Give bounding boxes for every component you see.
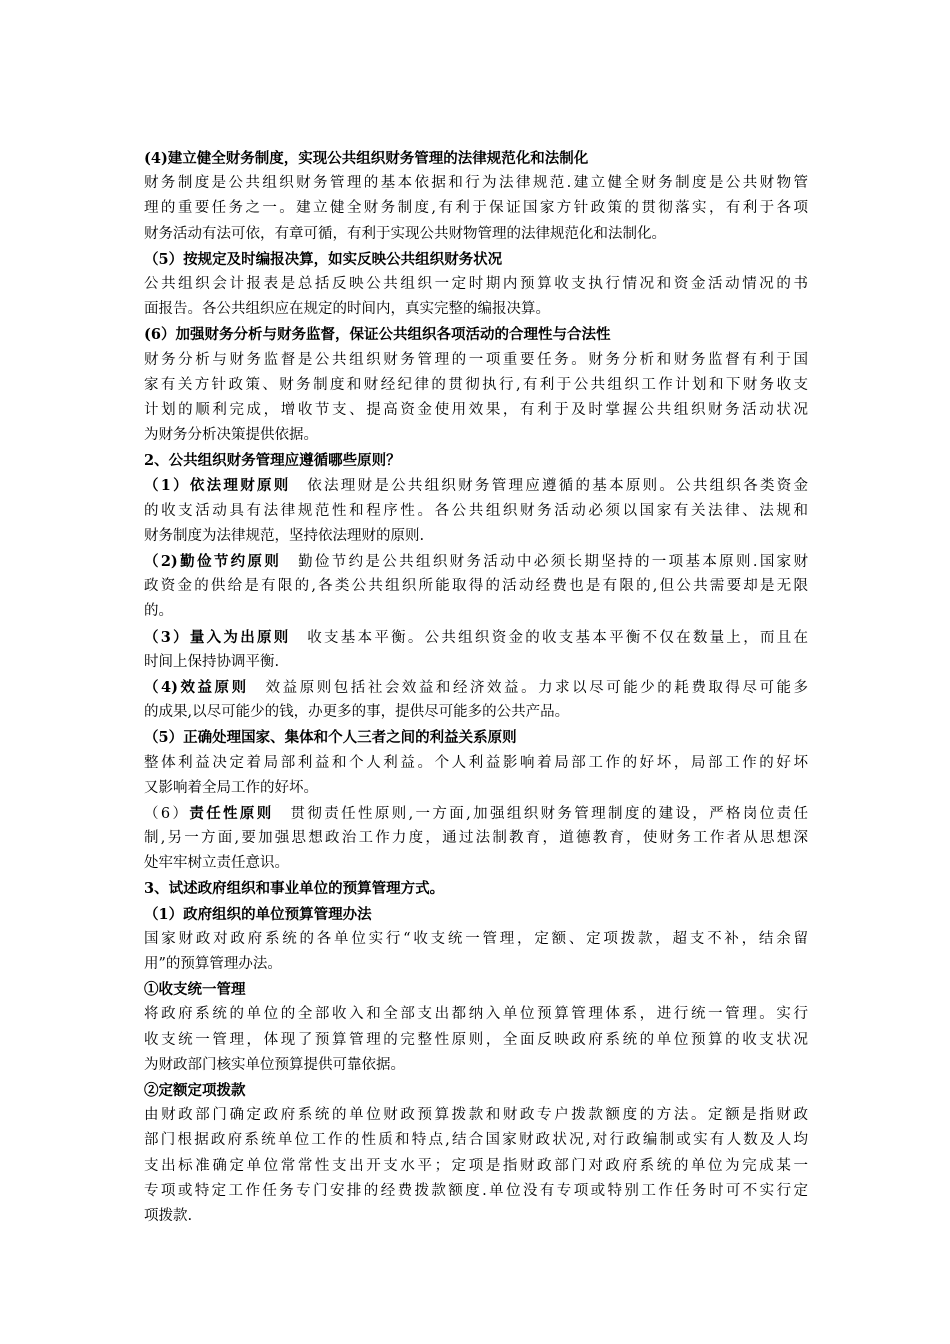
text-line [144,1078,808,1103]
text-line [144,952,808,977]
heading-text: （5）按规定及时编报决算，如实反映公共组织财务状况 [144,250,503,268]
text-line [144,650,808,675]
body-text: 制,另一方面,要加强思想政治工作力度，通过法制教育，道德教育，使财务工作者从思想深 [144,830,808,847]
text-line [144,1028,808,1053]
body-text: 财务制度为法律规范，坚持依法理财的原则. [144,527,425,544]
body-text: 效益原则包括社会效益和经济效益。力求以尽可能少的耗费取得尽可能多 [248,679,809,696]
body-text: 将政府系统的单位的全部收入和全部支出都纳入单位预算管理体系，进行统一管理。实行 [144,1006,808,1023]
text-line [144,826,808,851]
text-line [144,1053,808,1078]
text-line [144,675,808,700]
body-text: 部门根据政府系统单位工作的性质和特点,结合国家财政状况,对行政编制或实有人数及人均 [144,1132,808,1149]
body-text: 处牢牢树立责任意识。 [144,855,289,872]
body-text: 为财务分析决策提供依据。 [144,427,318,444]
text-line [144,473,808,498]
text-line [144,549,808,574]
text-line [144,977,808,1002]
body-text: 国家财政对政府系统的各单位实行“收支统一管理，定额、定项拨款，超支不补，结余留 [144,930,808,947]
text-line [144,499,808,524]
body-text: 贯彻责任性原则,一方面,加强组织财务管理制度的建设，严格岗位责任 [273,805,809,822]
text-line [144,700,808,725]
heading-text: 责任性原则 [189,804,274,822]
body-text: 为财政部门核实单位预算提供可靠依据。 [144,1056,405,1073]
text-line [144,322,808,347]
body-text: 依法理财是公共组织财务管理应遵循的基本原则。公共组织各类资金 [290,478,809,495]
text-line [144,927,808,952]
body-text: 收支基本平衡。公共组织资金的收支基本平衡不仅在数量上，而且在 [290,629,809,646]
heading-text: （1）政府组织的单位预算管理办法 [144,905,372,923]
heading-text: 3、试述政府组织和事业单位的预算管理方式。 [144,880,445,898]
body-text: 项拨款. [144,1207,193,1224]
text-line [144,448,808,473]
text-line [144,902,808,927]
body-text: 财务活动有法可依，有章可循，有利于实现公共财物管理的法律规范化和法制化。 [144,225,666,242]
body-text: 由财政部门确定政府系统的单位财政预算拨款和财政专户拨款额度的方法。定额是指财政 [144,1107,808,1124]
heading-text: (4)建立健全财务制度，实现公共组织财务管理的法律规范化和法制化 [144,150,589,167]
text-line [144,272,808,297]
text-line [144,599,808,624]
text-line [144,171,808,196]
text-line [144,222,808,247]
body-text: 面报告。各公共组织应在规定的时间内，真实完整的编报决算。 [144,301,550,318]
body-text: 财务制度是公共组织财务管理的基本依据和行为法律规范.建立健全财务制度是公共财物管 [144,175,808,192]
body-text: 计划的顺利完成，增收节支、提高资金使用效果，有利于及时掌握公共组织财务活动状况 [144,401,808,418]
heading-text: ②定额定项拨款 [144,1081,246,1099]
body-text: 理的重要任务之一。建立健全财务制度,有利于保证国家方针政策的贯彻落实，有利于各项 [144,200,808,217]
text-line [144,725,808,750]
heading-text: 2、公共组织财务管理应遵循哪些原则？ [144,452,401,470]
text-line [144,297,808,322]
text-line [144,398,808,423]
heading-text: （5）正确处理国家、集体和个人三者之间的利益关系原则 [144,729,517,747]
document-page [144,146,808,1229]
text-line [144,776,808,801]
text-line [144,373,808,398]
text-line [144,423,808,448]
body-text: 又影响着全局工作的好坏。 [144,779,318,796]
text-line [144,1179,808,1204]
body-text: 支出标准确定单位常常性支出开支水平；定项是指财政部门对政府系统的单位为完成某一 [144,1157,808,1174]
body-text: 的成果,以尽可能少的钱，办更多的事，提供尽可能多的公共产品。 [144,704,570,721]
text-line [144,247,808,272]
text-line [144,348,808,373]
body-text: 公共组织会计报表是总括反映公共组织一定时期内预算收支执行情况和资金活动情况的书 [144,275,808,292]
heading-text: （3）量入为出原则 [144,628,291,646]
text-line [144,574,808,599]
heading-text: (6）加强财务分析与财务监督，保证公共组织各项活动的合理性与合法性 [144,326,611,344]
heading-text: （2)勤俭节约原则 [144,553,282,570]
text-line [144,851,808,876]
heading-text: （4)效益原则 [144,678,249,696]
body-text: 整体利益决定着局部利益和个人利益。个人利益影响着局部工作的好坏，局部工作的好坏 [144,754,808,771]
body-text: 用”的预算管理办法。 [144,956,282,972]
text-line [144,146,808,171]
body-text: 的收支活动具有法律规范性和程序性。各公共组织财务活动必须以国家有关法律、法规和 [144,502,808,519]
text-line [144,751,808,776]
line-prefix: （6） [144,805,190,822]
text-line [144,801,808,826]
body-text: 家有关方针政策、财务制度和财经纪律的贯彻执行,有利于公共组织工作计划和下财务收支 [144,376,808,393]
text-line [144,876,808,901]
text-line [144,1103,808,1128]
heading-text: ①收支统一管理 [144,981,246,999]
text-line [144,625,808,650]
text-line [144,1204,808,1229]
body-text: 专项或特定工作任务专门安排的经费拨款额度.单位没有专项或特别工作任务时可不实行定 [144,1182,808,1199]
body-text: 收支统一管理，体现了预算管理的完整性原则，全面反映政府系统的单位预算的收支状况 [144,1031,808,1048]
body-text: 财务分析与财务监督是公共组织财务管理的一项重要任务。财务分析和财务监督有利于国 [144,351,808,368]
body-text: 时间上保持协调平衡. [144,653,280,670]
text-line [144,1154,808,1179]
body-text: 勤俭节约是公共组织财务活动中必须长期坚持的一项基本原则.国家财 [281,554,809,570]
body-text: 的。 [144,603,173,620]
text-line [144,524,808,549]
text-line [144,196,808,221]
body-text: 政资金的供给是有限的,各类公共组织所能取得的活动经费也是有限的,但公共需要却是无限 [144,578,808,595]
text-line [144,1002,808,1027]
heading-text: （1）依法理财原则 [144,477,291,495]
text-line [144,1128,808,1153]
